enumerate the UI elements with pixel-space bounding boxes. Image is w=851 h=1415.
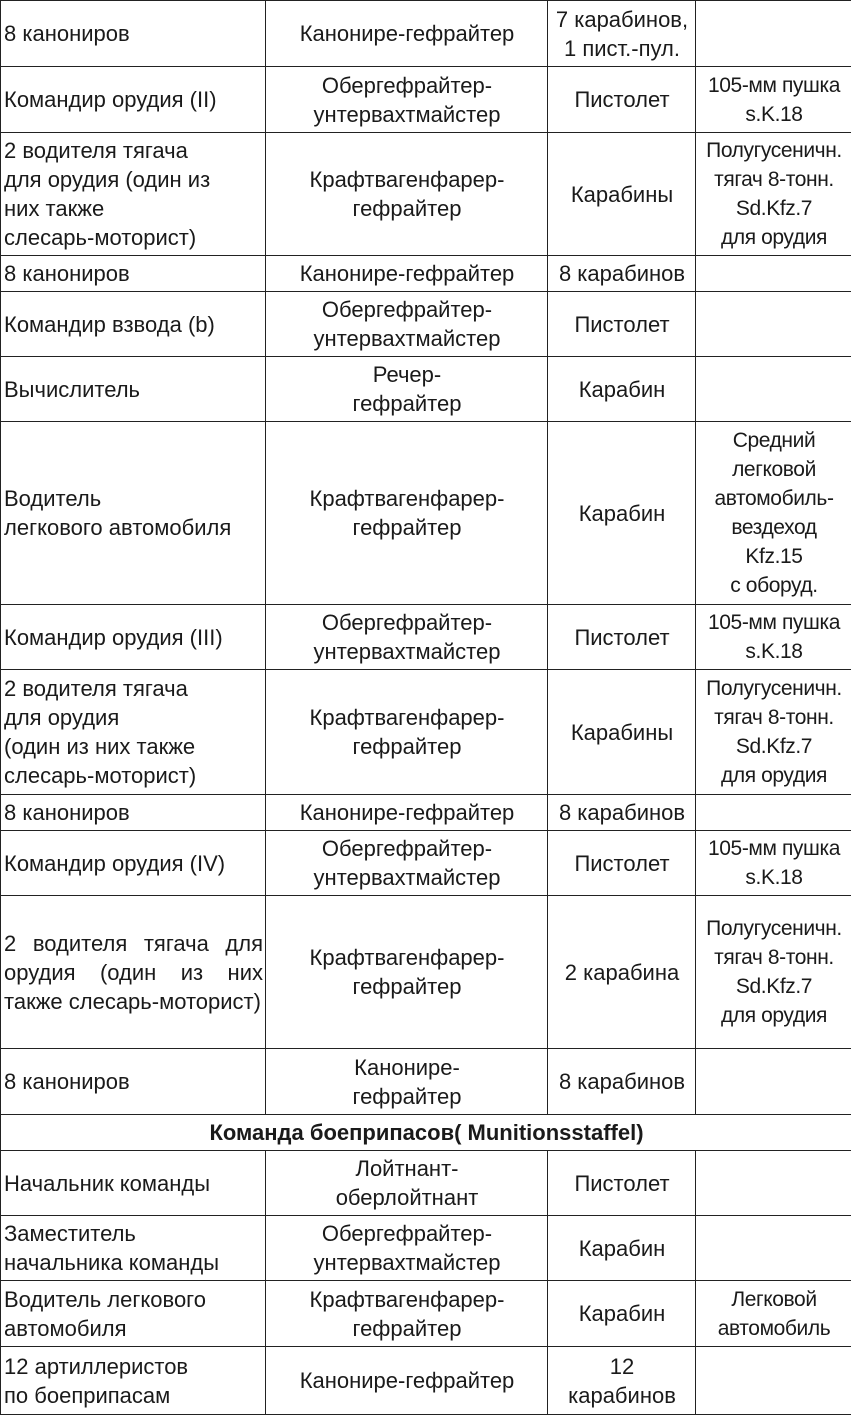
rank-cell: Крафтвагенфарер- гефрайтер: [266, 133, 548, 256]
rank-cell: Обергефрайтер- унтервахтмайстер: [266, 831, 548, 896]
equipment-cell: 105-мм пушка s.K.18: [696, 605, 851, 670]
role-cell: Вычислитель: [1, 357, 266, 422]
table-row: [1, 896, 851, 1049]
role-cell: 2 водителя тягача для орудия (один из них также слесарь-моторист): [1, 896, 266, 1049]
rank-cell: Канонире-гефрайтер: [266, 1, 548, 67]
role-cell: Заместитель начальника команды: [1, 1216, 266, 1281]
role-cell: 8 канониров: [1, 1, 266, 67]
role-cell: Командир орудия (II): [1, 67, 266, 133]
table-row: [1, 670, 851, 795]
table-row: [1, 256, 851, 292]
table-row: [1, 1049, 851, 1115]
weapon-cell: Пистолет: [548, 831, 696, 896]
weapon-cell: 8 карабинов: [548, 795, 696, 831]
role-cell: 8 канониров: [1, 256, 266, 292]
weapon-cell: Карабин: [548, 1216, 696, 1281]
table-row: [1, 1216, 851, 1281]
table-row: [1, 605, 851, 670]
weapon-cell: Карабин: [548, 422, 696, 605]
weapon-cell: Пистолет: [548, 67, 696, 133]
rank-cell: Речер- гефрайтер: [266, 357, 548, 422]
equipment-cell: Полугусеничн. тягач 8-тонн. Sd.Kfz.7 для орудия: [696, 670, 851, 795]
equipment-cell: [696, 1216, 851, 1281]
weapon-cell: 8 карабинов: [548, 256, 696, 292]
role-cell: 8 канониров: [1, 795, 266, 831]
equipment-cell: 105-мм пушка s.K.18: [696, 831, 851, 896]
role-cell: Начальник команды: [1, 1151, 266, 1216]
rank-cell: Крафтвагенфарер- гефрайтер: [266, 422, 548, 605]
role-cell: 12 артиллеристов по боеприпасам: [1, 1347, 266, 1415]
table-row: [1, 133, 851, 256]
table-row: [1, 1151, 851, 1216]
table-row: [1, 67, 851, 133]
rank-cell: Обергефрайтер- унтервахтмайстер: [266, 67, 548, 133]
rank-cell: Канонире-гефрайтер: [266, 1347, 548, 1415]
rank-cell: Канонире-гефрайтер: [266, 256, 548, 292]
rank-cell: Крафтвагенфарер- гефрайтер: [266, 1281, 548, 1347]
table-row: [1, 357, 851, 422]
role-cell: 2 водителя тягача для орудия (один из них также слесарь-моторист): [1, 133, 266, 256]
equipment-cell: [696, 256, 851, 292]
table-row: [1, 831, 851, 896]
role-cell: Водитель легкового автомобиля: [1, 1281, 266, 1347]
rank-cell: Обергефрайтер- унтервахтмайстер: [266, 1216, 548, 1281]
role-cell: Командир орудия (III): [1, 605, 266, 670]
weapon-cell: 8 карабинов: [548, 1049, 696, 1115]
weapon-cell: Карабины: [548, 133, 696, 256]
table-row: [1, 1281, 851, 1347]
weapon-cell: Карабин: [548, 357, 696, 422]
role-cell: Водитель легкового автомобиля: [1, 422, 266, 605]
weapon-cell: 7 карабинов, 1 пист.-пул.: [548, 1, 696, 67]
equipment-cell: Легковой автомобиль: [696, 1281, 851, 1347]
rank-cell: Обергефрайтер- унтервахтмайстер: [266, 292, 548, 357]
equipment-cell: [696, 1049, 851, 1115]
table-row: [1, 1347, 851, 1415]
section-header: Команда боеприпасов( Munitionsstaffel): [1, 1115, 851, 1151]
equipment-cell: [696, 795, 851, 831]
rank-cell: Крафтвагенфарер- гефрайтер: [266, 896, 548, 1049]
weapon-cell: Пистолет: [548, 292, 696, 357]
role-cell: 8 канониров: [1, 1049, 266, 1115]
section-header-row: [1, 1115, 851, 1151]
equipment-cell: [696, 1347, 851, 1415]
weapon-cell: Карабин: [548, 1281, 696, 1347]
table-row: [1, 422, 851, 605]
equipment-cell: [696, 1, 851, 67]
equipment-cell: Средний легковой автомобиль- вездеход Kfz.15 с оборуд.: [696, 422, 851, 605]
equipment-cell: 105-мм пушка s.K.18: [696, 67, 851, 133]
equipment-cell: Полугусеничн. тягач 8-тонн. Sd.Kfz.7 для орудия: [696, 133, 851, 256]
role-cell: Командир орудия (IV): [1, 831, 266, 896]
weapon-cell: Пистолет: [548, 605, 696, 670]
table-row: [1, 1, 851, 67]
equipment-cell: [696, 292, 851, 357]
weapon-cell: Пистолет: [548, 1151, 696, 1216]
weapon-cell: 12 карабинов: [548, 1347, 696, 1415]
rank-cell: Канонире- гефрайтер: [266, 1049, 548, 1115]
rank-cell: Обергефрайтер- унтервахтмайстер: [266, 605, 548, 670]
weapon-cell: Карабины: [548, 670, 696, 795]
rank-cell: Лойтнант- оберлойтнант: [266, 1151, 548, 1216]
equipment-cell: Полугусеничн. тягач 8-тонн. Sd.Kfz.7 для орудия: [696, 896, 851, 1049]
equipment-cell: [696, 1151, 851, 1216]
table-row: [1, 795, 851, 831]
rank-cell: Канонире-гефрайтер: [266, 795, 548, 831]
role-cell: Командир взвода (b): [1, 292, 266, 357]
equipment-cell: [696, 357, 851, 422]
weapon-cell: 2 карабина: [548, 896, 696, 1049]
role-cell: 2 водителя тягача для орудия (один из них также слесарь-моторист): [1, 670, 266, 795]
rank-cell: Крафтвагенфарер- гефрайтер: [266, 670, 548, 795]
table-row: [1, 292, 851, 357]
